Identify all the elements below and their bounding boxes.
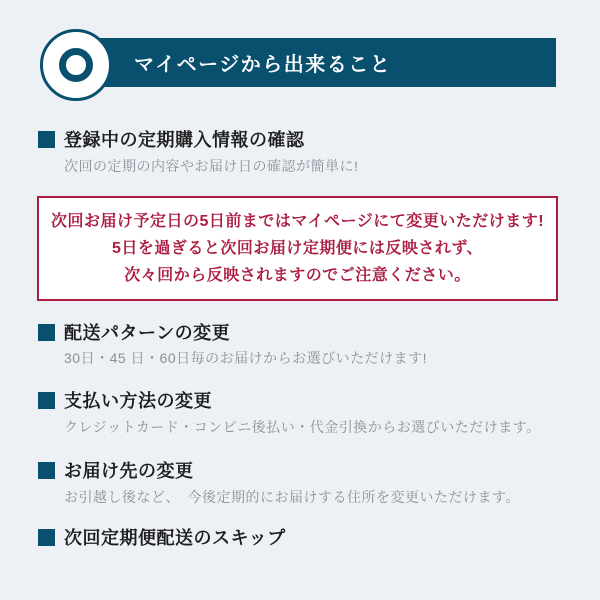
section-description: 次回の定期の内容やお届け日の確認が簡単に! (64, 158, 359, 174)
notice-line: 5日を過ぎると次回お届け定期便には反映されず、 (111, 240, 484, 257)
header-badge (40, 29, 112, 101)
section-payment-method (38, 388, 212, 412)
square-bullet-icon (38, 392, 55, 409)
section-title: 登録中の定期購入情報の確認 (64, 130, 305, 150)
square-bullet-icon (38, 529, 55, 546)
section-title: 次回定期便配送のスキップ (64, 528, 286, 548)
section-shipping-address (38, 458, 194, 482)
section-title: 配送パターンの変更 (64, 323, 231, 343)
square-bullet-icon (38, 462, 55, 479)
notice-line: 次回お届け予定日の5日前まではマイページにて変更いただけます! (50, 213, 545, 230)
section-subscription-info (38, 127, 305, 151)
section-description: 30日・45 日・60日毎のお届けからお選びいただけます! (64, 350, 427, 366)
header-bar (90, 38, 556, 87)
circle-ring-icon (59, 48, 93, 82)
square-bullet-icon (38, 131, 55, 148)
section-delivery-pattern (38, 320, 230, 344)
section-title: 支払い方法の変更 (64, 391, 212, 411)
notice-line: 次々回から反映されますのでご注意ください。 (124, 267, 471, 284)
section-skip-delivery (38, 525, 286, 549)
section-title: お届け先の変更 (64, 461, 194, 481)
notice-box (37, 196, 558, 301)
section-description: お引越し後など、 今後定期的にお届けする住所を変更いただけます。 (64, 489, 520, 505)
section-description: クレジットカード・コンビニ後払い・代金引換からお選びいただけます。 (64, 419, 541, 435)
square-bullet-icon (38, 324, 55, 341)
page-title: マイページから出来ること (134, 54, 392, 76)
